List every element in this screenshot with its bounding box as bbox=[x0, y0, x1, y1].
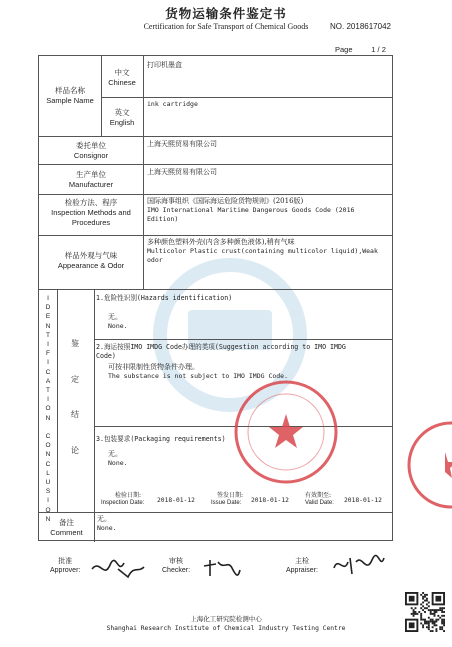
identification-cn-3: 结 bbox=[71, 410, 79, 419]
checker-signature bbox=[200, 556, 244, 582]
manufacturer-label-cn: 生产单位 bbox=[76, 170, 106, 179]
vertical-letter: O bbox=[45, 506, 51, 514]
comment-label-cn: 备注 bbox=[59, 518, 74, 527]
manufacturer-label bbox=[39, 170, 143, 190]
vertical-letter: A bbox=[45, 377, 51, 385]
vertical-letter: C bbox=[45, 433, 51, 441]
inspection-date bbox=[101, 492, 144, 507]
page-value: 1 / 2 bbox=[371, 45, 386, 54]
vertical-letter: D bbox=[45, 304, 51, 312]
inspection-value-en2: Edition) bbox=[147, 214, 179, 223]
row-divider bbox=[39, 235, 393, 236]
col-divider bbox=[57, 289, 58, 512]
sample-name-label bbox=[39, 86, 101, 106]
valid-date-en: Valid Date: bbox=[305, 499, 334, 506]
row-divider bbox=[39, 164, 393, 165]
inspection-value bbox=[147, 197, 391, 223]
comment-value-cn: 无。 bbox=[97, 515, 111, 523]
appearance-label-cn: 样品外观与气味 bbox=[64, 251, 118, 260]
manufacturer-label-en: Manufacturer bbox=[68, 180, 114, 189]
section-imdg-title: 2.海运按照IMO IMDG Code办理的类项(Suggestion according to IMO IMDG bbox=[96, 343, 346, 351]
identification-cn-1: 鉴 bbox=[71, 339, 79, 348]
appraiser-label-cn: 主检 bbox=[294, 557, 309, 565]
vertical-letter: I bbox=[47, 341, 49, 349]
row-divider bbox=[39, 289, 393, 290]
appearance-value-cn: 多种颜色塑料外壳(内含多种颜色液体),稍有气味 bbox=[147, 238, 295, 246]
inspection-date-cn: 检验日期: bbox=[115, 492, 142, 499]
chinese-label-en: Chinese bbox=[108, 78, 136, 87]
chinese-label bbox=[101, 68, 143, 88]
row-divider bbox=[101, 97, 393, 98]
vertical-letter: C bbox=[45, 368, 51, 376]
section-imdg-cn: 可按非限制性货物条件办理。 bbox=[108, 363, 199, 371]
certificate-number bbox=[330, 22, 391, 31]
comment-value-en: None. bbox=[97, 524, 117, 532]
page-indicator bbox=[335, 45, 386, 54]
sample-name-label-en: Sample Name bbox=[46, 96, 94, 105]
vertical-letter: I bbox=[47, 396, 49, 404]
section-imdg-title2: Code) bbox=[96, 352, 116, 360]
issue-date bbox=[211, 492, 243, 507]
sample-name-label-cn: 样品名称 bbox=[55, 86, 85, 95]
row-divider bbox=[94, 339, 393, 340]
checker-block bbox=[162, 556, 190, 576]
checker-label-en: Checker: bbox=[162, 567, 191, 574]
vertical-letter: I bbox=[47, 359, 49, 367]
inspection-label-en2: Procedures bbox=[71, 218, 111, 227]
col-divider bbox=[143, 56, 144, 289]
vertical-letter: T bbox=[46, 331, 50, 339]
appraiser-signature bbox=[330, 552, 386, 580]
row-divider bbox=[39, 512, 393, 513]
appraiser-label-en: Appraiser: bbox=[286, 567, 318, 574]
document-title: 货物运输条件鉴定书 bbox=[165, 6, 287, 21]
section-packaging-en: None. bbox=[108, 459, 128, 467]
appearance-label bbox=[39, 251, 143, 271]
vertical-letter: O bbox=[45, 442, 51, 450]
identification-conclusion-vertical bbox=[43, 294, 53, 524]
consignor-label bbox=[39, 141, 143, 161]
consignor-value: 上海天熙贸易有限公司 bbox=[147, 140, 217, 148]
footer-org-cn: 上海化工研究院检测中心 bbox=[190, 615, 262, 623]
appraiser-block bbox=[286, 556, 318, 576]
consignor-label-cn: 委托单位 bbox=[76, 141, 106, 150]
appearance-value bbox=[147, 238, 391, 264]
appearance-value-en2: odor bbox=[147, 255, 163, 264]
english-label-cn: 英文 bbox=[114, 108, 130, 117]
vertical-letter: F bbox=[46, 350, 50, 358]
official-seal bbox=[232, 378, 340, 486]
appearance-label-en: Appearance & Odor bbox=[57, 261, 125, 270]
vertical-letter: L bbox=[46, 469, 50, 477]
sample-name-chinese: 打印机墨盒 bbox=[147, 61, 182, 69]
inspection-label-cn: 检验方法、程序 bbox=[64, 198, 118, 207]
english-label-en: English bbox=[109, 118, 135, 127]
vertical-letter: I bbox=[47, 497, 49, 505]
vertical-letter: N bbox=[45, 322, 51, 330]
section-packaging-title: 3.包装要求(Packaging requirements) bbox=[96, 435, 226, 443]
inspection-value-en: IMO International Maritime Dangerous Goods Code (2016 bbox=[147, 206, 355, 214]
english-label bbox=[101, 108, 143, 128]
row-divider bbox=[39, 136, 393, 137]
vertical-letter: I bbox=[47, 295, 49, 302]
inspection-date-en: Inspection Date: bbox=[101, 499, 145, 506]
inspection-date-value: 2018-01-12 bbox=[157, 497, 195, 504]
inspection-label bbox=[39, 198, 143, 228]
vertical-letter: C bbox=[45, 460, 51, 468]
chinese-label-cn: 中文 bbox=[114, 68, 130, 77]
appearance-value-en: Multicolor Plastic crust(containing multicolor liquid),Weak bbox=[147, 247, 378, 255]
comment-label bbox=[39, 518, 94, 538]
vertical-letter: N bbox=[45, 515, 51, 523]
identification-cn-2: 定 bbox=[71, 375, 79, 384]
approver-block bbox=[50, 556, 80, 576]
comment-value bbox=[97, 515, 117, 533]
sample-name-english: ink cartridge bbox=[147, 100, 198, 108]
valid-date-value: 2018-01-12 bbox=[344, 497, 382, 504]
vertical-letter: N bbox=[45, 451, 51, 459]
approver-signature bbox=[88, 555, 148, 583]
row-divider bbox=[39, 194, 393, 195]
issue-date-cn: 签发日期: bbox=[217, 492, 244, 499]
comment-label-en: Comment bbox=[50, 528, 83, 537]
section-packaging-cn: 无。 bbox=[108, 450, 122, 458]
section-imdg-en: The substance is not subject to IMO IMDG Code. bbox=[108, 372, 289, 380]
qr-code-icon bbox=[405, 592, 445, 632]
footer-org-en: Shanghai Research Institute of Chemical Industry Testing Centre bbox=[106, 625, 346, 632]
valid-date bbox=[305, 492, 334, 507]
section-hazards bbox=[96, 294, 232, 331]
manufacturer-value: 上海天熙贸易有限公司 bbox=[147, 168, 217, 176]
vertical-letter: E bbox=[45, 313, 51, 321]
identification-cn-4: 论 bbox=[71, 446, 79, 455]
vertical-letter: O bbox=[45, 405, 51, 413]
inspection-value-cn: 国际海事组织《国际海运危险货物规则》(2016版) bbox=[147, 197, 304, 205]
partial-seal bbox=[405, 420, 452, 510]
section-hazards-cn: 无。 bbox=[108, 313, 122, 321]
section-imdg bbox=[96, 343, 391, 381]
inspection-label-en: Inspection Methods and bbox=[51, 208, 131, 217]
vertical-letter: N bbox=[45, 414, 51, 422]
col-divider bbox=[94, 289, 95, 542]
section-hazards-title: 1.危险性识别(Hazards identification) bbox=[96, 294, 233, 302]
vertical-letter: T bbox=[46, 387, 50, 395]
valid-date-cn: 有效期至: bbox=[305, 492, 332, 499]
vertical-letter: U bbox=[45, 479, 51, 487]
vertical-letter: S bbox=[45, 488, 51, 496]
vertical-letter bbox=[43, 423, 53, 432]
issue-date-en: Issue Date: bbox=[211, 499, 242, 506]
cert-no-value: 2018617042 bbox=[346, 22, 391, 31]
issue-date-value: 2018-01-12 bbox=[251, 497, 289, 504]
approver-label-cn: 批准 bbox=[58, 557, 73, 565]
approver-label-en: Approver: bbox=[50, 567, 81, 574]
cert-no-label: NO. bbox=[330, 22, 345, 31]
checker-label-cn: 审核 bbox=[169, 557, 183, 565]
document-subtitle: Certification for Safe Transport of Chemical Goods bbox=[143, 22, 309, 31]
page-label: Page bbox=[335, 45, 353, 54]
section-hazards-en: None. bbox=[108, 322, 128, 330]
section-packaging bbox=[96, 435, 226, 468]
consignor-label-en: Consignor bbox=[73, 151, 109, 160]
